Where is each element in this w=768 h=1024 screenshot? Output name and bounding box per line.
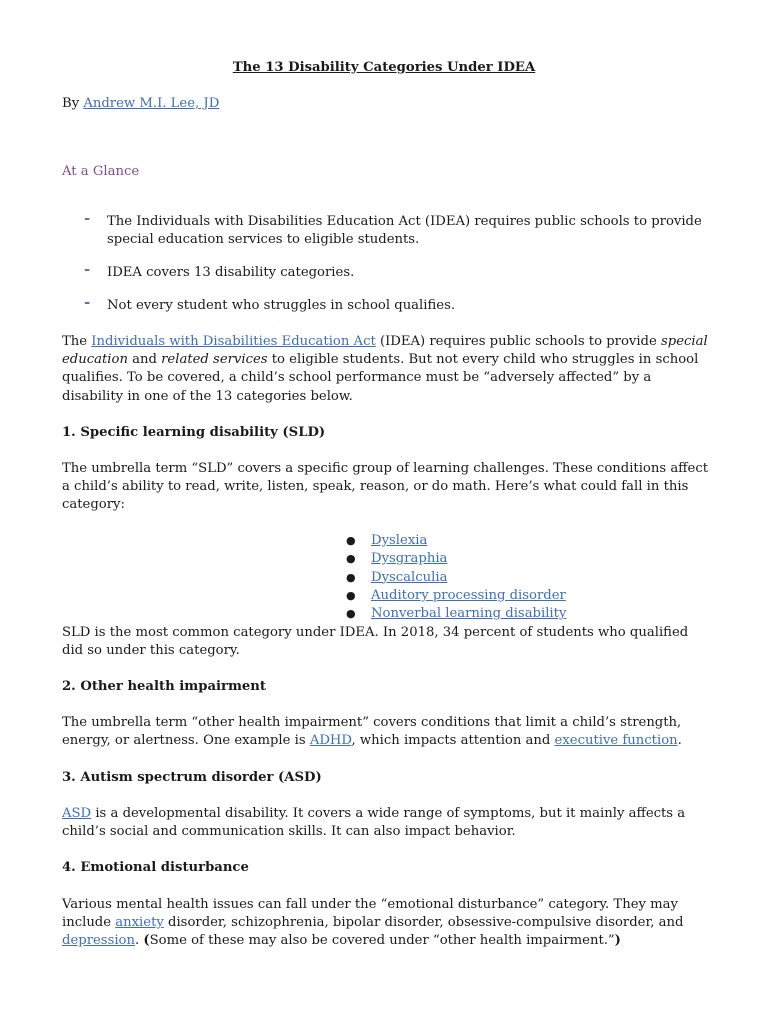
list-item [346,587,566,605]
dash-bullet-icon: - [84,293,91,311]
byline-prefix: By [62,96,84,111]
asd-link[interactable]: ASD [62,806,92,821]
ed-heading: 4. Emotional disturbance [62,860,249,875]
depression-link[interactable]: depression [62,933,135,949]
intro-text: and [127,352,162,368]
list-item [346,569,566,587]
ohi-text: , which impacts attention and [351,733,555,749]
ohi-text: . [677,733,682,749]
glance-heading: At a Glance [62,164,140,179]
ohi-text: The umbrella term “other health impairment” covers conditions that limit a child’s strength, energy, or alertness. One example is [62,715,682,749]
glance-bullet-2: IDEA covers 13 disability categories. [107,265,355,280]
glance-bullet-1: The Individuals with Disabilities Education Act (IDEA) requires public schools to provide special education services to eligible students. [107,214,702,248]
ohi-heading: 2. Other health impairment [62,679,266,694]
dysgraphia-link[interactable]: Dysgraphia [371,551,448,567]
intro-paragraph [62,333,712,406]
idea-link[interactable]: Individuals with Disabilities Education Act [91,334,376,349]
ed-paren: ) [614,933,621,949]
dash-bullet-icon: - [84,209,91,227]
bullet-dot-icon: ● [346,570,356,584]
ed-paragraph [62,896,712,951]
dash-bullet-icon: - [84,260,91,278]
sld-description: The umbrella term “SLD” covers a specific group of learning challenges. These conditions affect a child’s ability to read, write, listen, speak, reason, or do math. Here’s what could fall in this category: [62,461,709,513]
dyscalculia-link[interactable]: Dyscalculia [371,569,448,585]
ed-text: Some of these may also be covered under “other health impairment.” [149,933,615,949]
intro-emphasis: special education [62,334,708,368]
sld-after-text: SLD is the most common category under IDEA. In 2018, 34 percent of students who qualified did so under this category. [62,625,689,659]
asd-paragraph [62,805,712,841]
executive-function-link[interactable]: executive function [554,733,678,749]
list-item [346,532,566,550]
adhd-link[interactable]: ADHD [309,733,352,749]
sld-heading: 1. Specific learning disability (SLD) [62,425,326,440]
ohi-paragraph [62,714,712,750]
anxiety-link[interactable]: anxiety [115,915,164,931]
ed-text: disorder, schizophrenia, bipolar disorder, obsessive-compulsive disorder, and [163,915,684,931]
document-title: The 13 Disability Categories Under IDEA [232,60,536,75]
nonverbal-learning-link[interactable]: Nonverbal learning disability [371,606,567,622]
dyslexia-link[interactable]: Dyslexia [371,533,428,548]
list-item [346,605,566,623]
bullet-dot-icon: ● [346,552,356,566]
asd-text: is a developmental disability. It covers a wide range of symptoms, but it mainly affects a child’s social and communication skills. It can also impact behavior. [62,806,686,840]
auditory-processing-link[interactable]: Auditory processing disorder [371,587,566,603]
bullet-dot-icon: ● [346,607,356,621]
author-link[interactable]: Andrew M.I. Lee, JD [83,96,220,111]
intro-text: to eligible students. But not every child who struggles in school qualifies. To be covered, a child’s school performance must be “adversely affected” by a disability in one of the 13 categories below. [62,352,699,404]
asd-heading: 3. Autism spectrum disorder (ASD) [62,770,322,785]
bullet-dot-icon: ● [346,588,356,602]
list-item [346,550,566,568]
ed-text: Various mental health issues can fall under the “emotional disturbance” category. They may include [62,897,678,931]
intro-emphasis: related services [161,352,268,368]
byline [62,95,712,113]
bullet-dot-icon: ● [346,534,356,547]
intro-text: The [62,334,92,349]
glance-bullet-3: Not every student who struggles in school qualifies. [107,298,456,313]
intro-text: (IDEA) requires public schools to provide [375,334,662,349]
ed-text: . [134,933,144,949]
ed-paren: ( [143,933,150,949]
sld-list [346,532,566,623]
